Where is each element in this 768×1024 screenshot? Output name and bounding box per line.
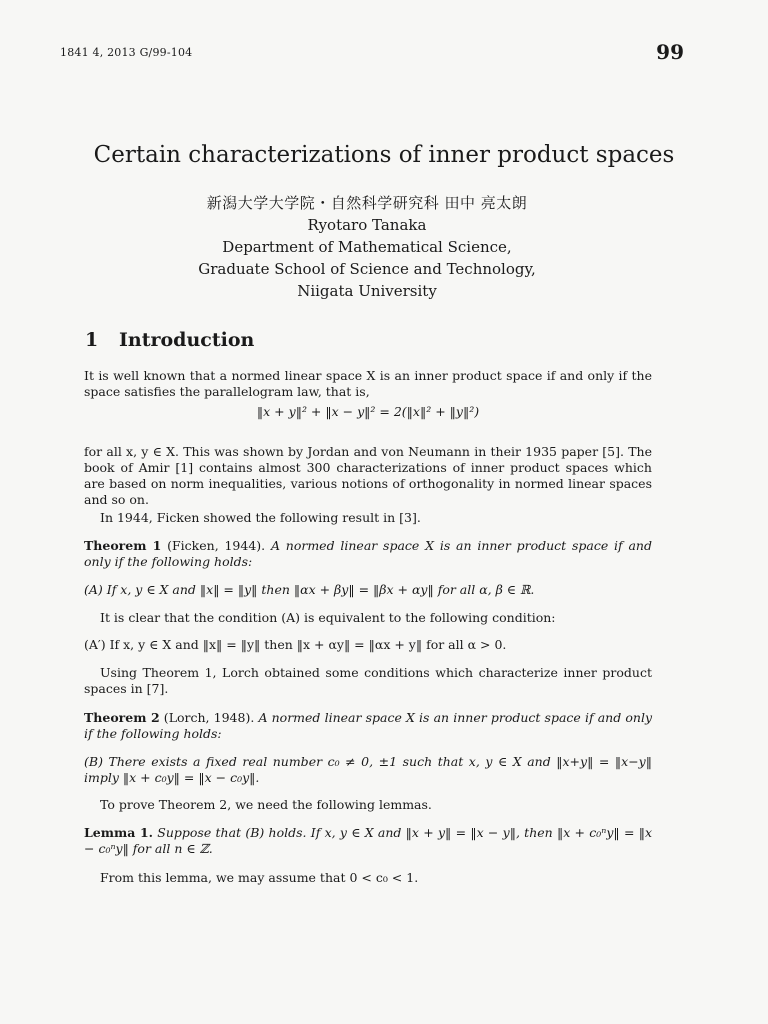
condition-b: (B) There exists a fixed real number c₀ ≠ 0, ±1 such that x, y ∈ X and ‖x+y‖ = ‖x−y‖ imply ‖x + c₀y‖ = ‖x − c₀y‖. xyxy=(84,754,652,785)
theorem-1 xyxy=(84,538,652,570)
author-block xyxy=(0,192,734,302)
intro-paragraph-7: From this lemma, we may assume that 0 < c₀ < 1. xyxy=(100,870,419,885)
author-university: Niigata University xyxy=(297,282,437,300)
theorem-1-label: Theorem 1 xyxy=(84,538,162,553)
author-department: Department of Mathematical Science, xyxy=(222,238,512,256)
lemma-1 xyxy=(84,825,652,857)
page-number: 99 xyxy=(656,40,684,64)
condition-a: (A) If x, y ∈ X and ‖x‖ = ‖y‖ then ‖αx + βy‖ = ‖βx + αy‖ for all α, β ∈ ℝ. xyxy=(84,582,535,597)
intro-paragraph-1: It is well known that a normed linear space X is an inner product space if and only if the space satisfies the parallelogram law, that is, xyxy=(84,368,652,399)
intro-paragraph-4: It is clear that the condition (A) is equivalent to the following condition: xyxy=(100,610,556,625)
journal-reference: 1841 4, 2013 G/99-104 xyxy=(60,46,193,59)
theorem-1-attribution: (Ficken, 1944). xyxy=(161,538,266,553)
lemma-1-label: Lemma 1. xyxy=(84,825,153,840)
section-title: Introduction xyxy=(119,329,255,351)
author-school: Graduate School of Science and Technology, xyxy=(198,260,536,278)
theorem-1-statement: A normed linear space X is an inner product space if and only if the following holds: xyxy=(84,538,652,569)
theorem-2-label: Theorem 2 xyxy=(84,710,160,725)
author-name: Ryotaro Tanaka xyxy=(307,216,427,234)
author-affiliation-japanese: 新潟大学大学院・自然科学研究科 田中 亮太朗 xyxy=(206,194,528,212)
intro-paragraph-2: for all x, y ∈ X. This was shown by Jordan and von Neumann in their 1935 paper [5]. The book of Amir [1] contains almost 300 characterizations of inner product spaces which are based on norm inequalities, various notions of orthogonality in normed linear spaces and so on. xyxy=(84,444,652,507)
intro-paragraph-3: In 1944, Ficken showed the following result in [3]. xyxy=(100,510,421,525)
section-number: 1 xyxy=(85,329,99,351)
theorem-2-statement: A normed linear space X is an inner product space if and only if the following holds: xyxy=(84,710,653,741)
section-heading xyxy=(85,329,254,351)
theorem-2 xyxy=(84,710,652,742)
condition-a-prime: (A′) If x, y ∈ X and ‖x‖ = ‖y‖ then ‖x + αy‖ = ‖αx + y‖ for all α > 0. xyxy=(84,637,507,652)
lemma-1-statement: Suppose that (B) holds. If x, y ∈ X and ‖x + y‖ = ‖x − y‖, then ‖x + c₀ⁿy‖ = ‖x − c₀ⁿy‖ for all n ∈ ℤ. xyxy=(84,825,652,856)
intro-paragraph-5: Using Theorem 1, Lorch obtained some conditions which characterize inner product spaces in [7]. xyxy=(84,665,652,696)
intro-paragraph-6: To prove Theorem 2, we need the following lemmas. xyxy=(100,797,432,812)
parallelogram-law-equation: ‖x + y‖² + ‖x − y‖² = 2(‖x‖² + ‖y‖²) xyxy=(256,404,480,419)
theorem-2-attribution: (Lorch, 1948). xyxy=(159,710,255,725)
paper-title: Certain characterizations of inner product spaces xyxy=(93,142,675,168)
